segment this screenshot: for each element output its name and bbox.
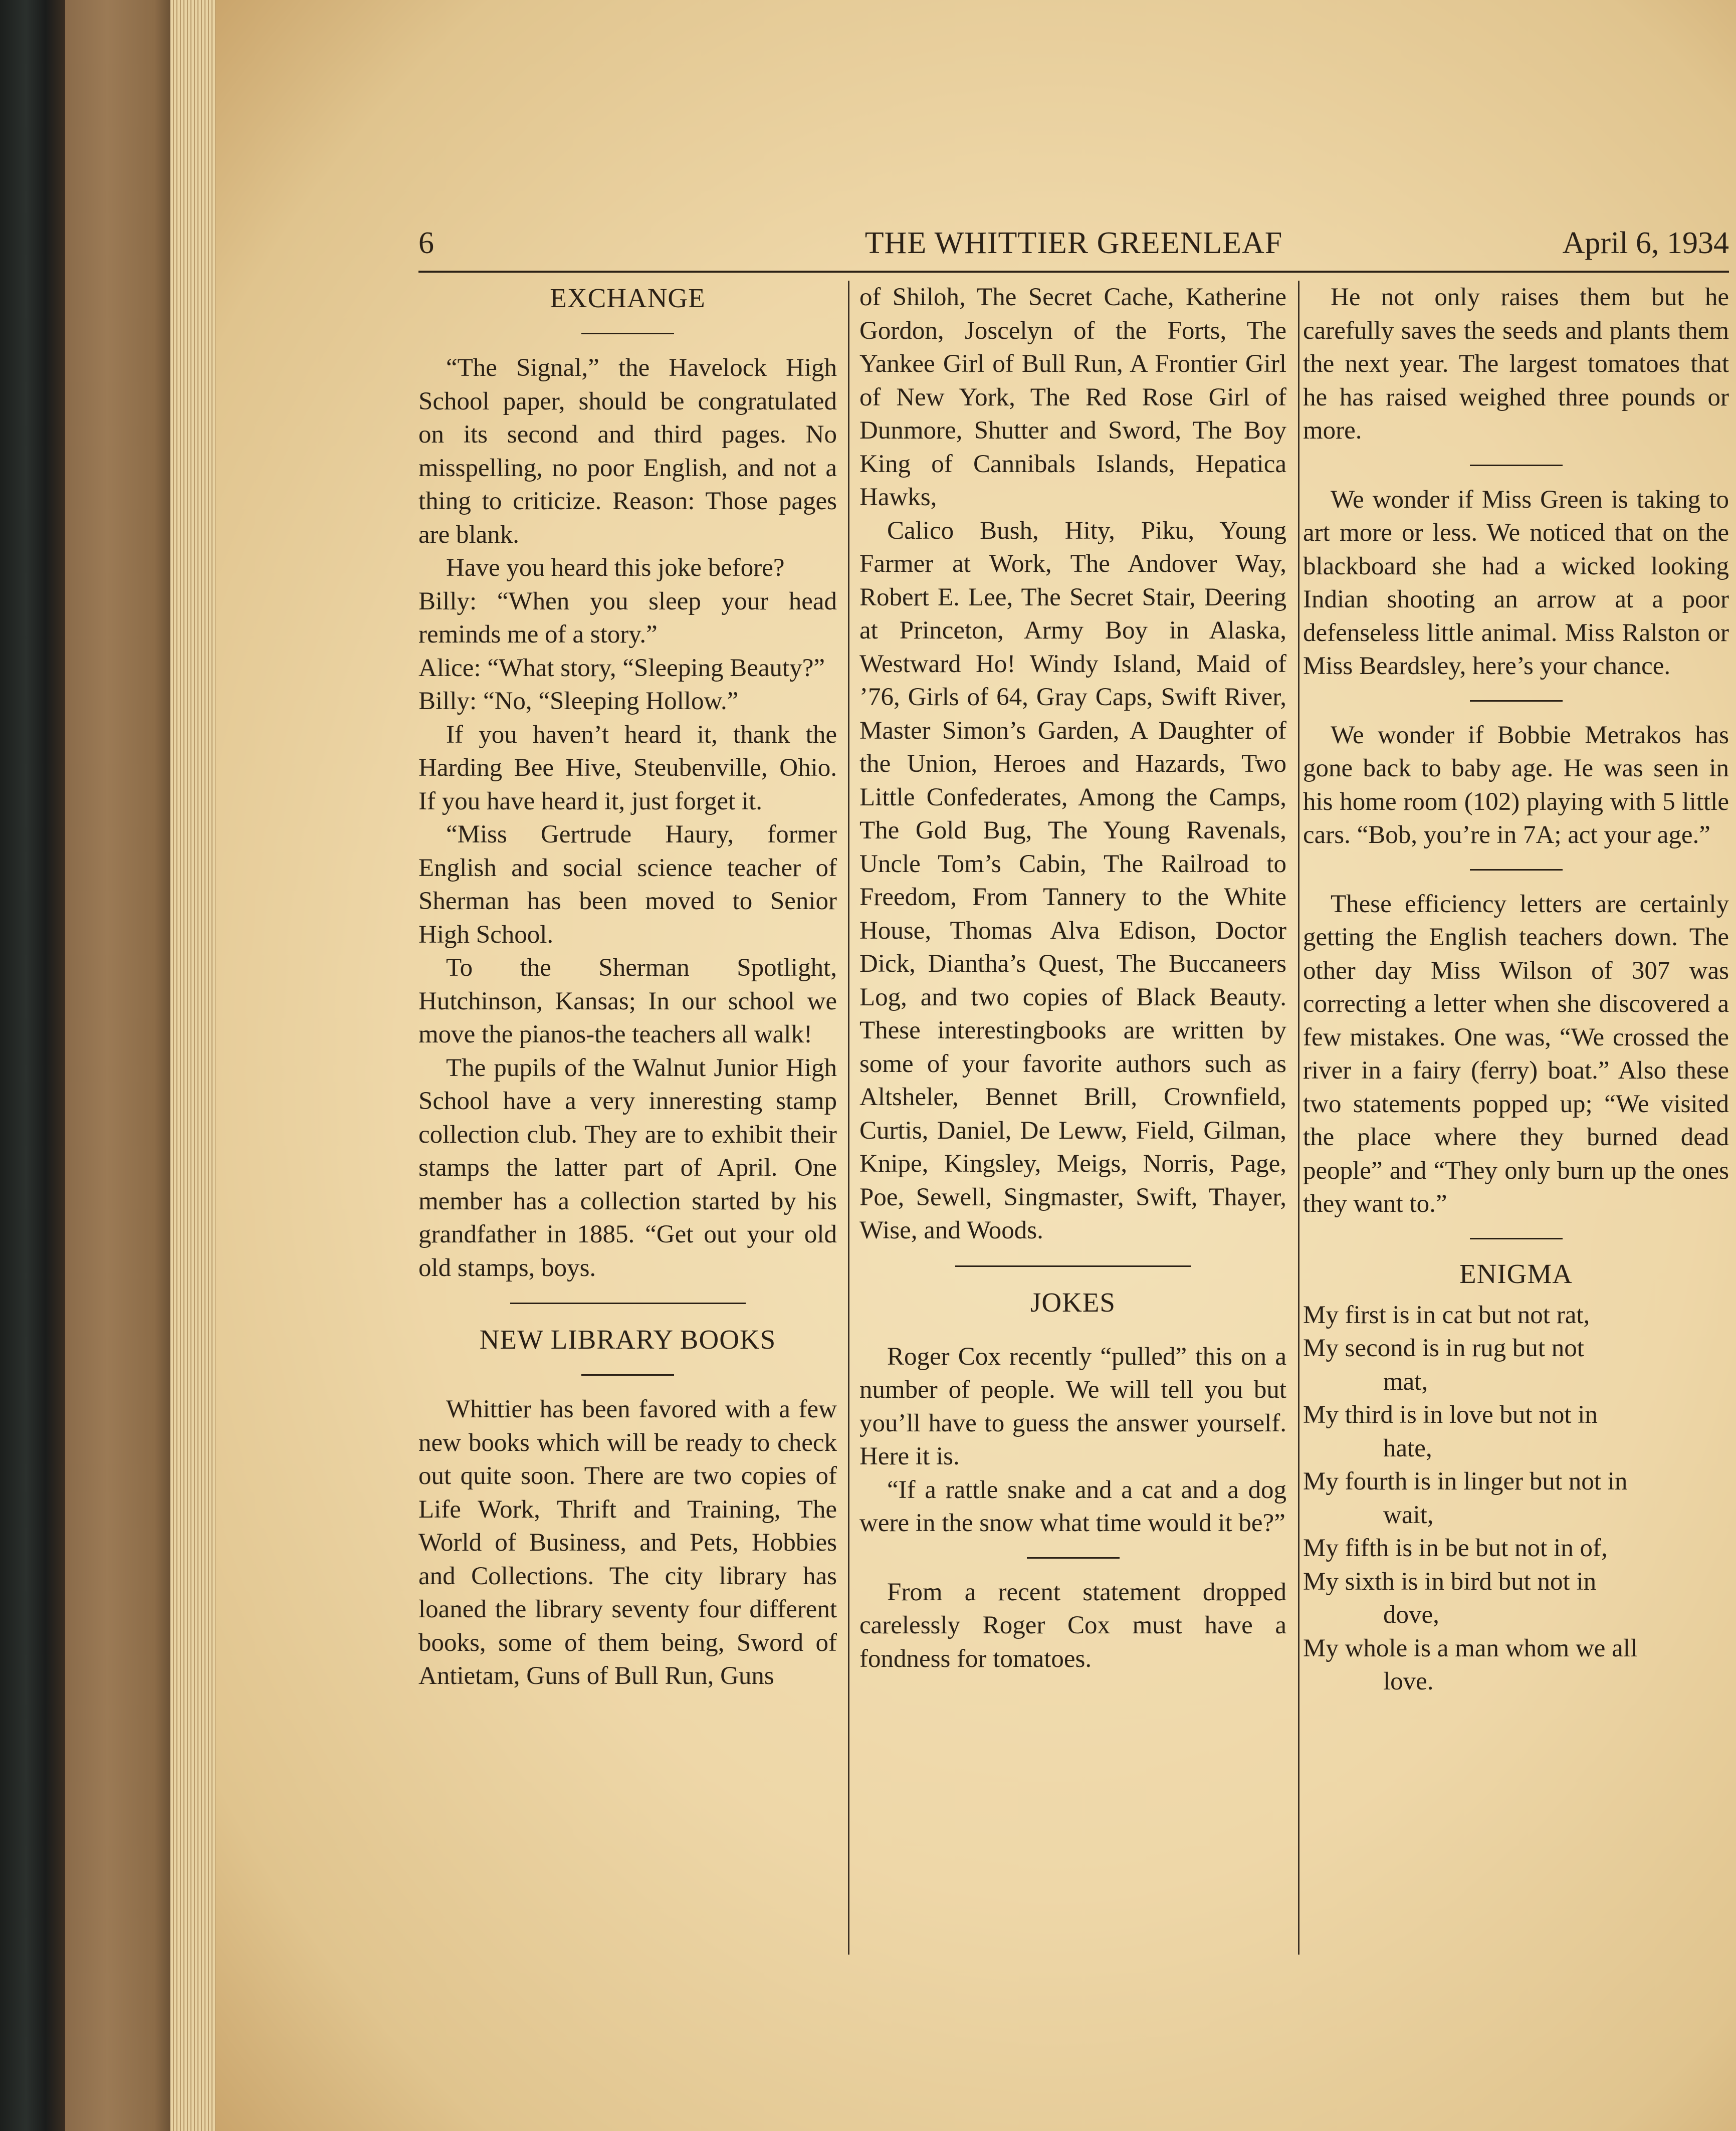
section-rule (1470, 700, 1563, 702)
column-1 (418, 281, 837, 1965)
jokes-heading: JOKES (1030, 1287, 1116, 1318)
section-rule (581, 333, 674, 334)
issue-date: April 6, 1934 (1562, 226, 1729, 260)
page-header (418, 218, 1729, 268)
enigma-poem (1303, 1299, 1729, 1698)
note-paragraph: We wonder if Bobbie Metrakos has gone back to baby age. He was seen in his home room (102) playing with 5 little cars. “Bob, you’re in 7A; act your age.” (1303, 721, 1729, 849)
poem-line: My first is in cat but not rat, (1303, 1301, 1590, 1329)
library-paragraph: of Shiloh, The Secret Cache, Katherine Gordon, Joscelyn of the Forts, The Yankee Girl of Bull Run, A Frontier Girl of New York, The Red Rose Girl of Dunmore, Shutter and Sword, The Boy King of Cannibals Islands, Hepatica Hawks, (859, 283, 1286, 511)
tomatoes-paragraph: He not only raises them but he carefully saves the seeds and plants them the next year. The largest tomatoes that he has raised weighed three pounds or more. (1303, 283, 1729, 445)
section-rule (510, 1303, 746, 1304)
exchange-paragraph: To the Sherman Spotlight, Hutchinson, Kansas; In our school we move the pianos-the teachers all walk! (418, 954, 837, 1048)
poem-line: My whole is a man whom we all (1303, 1634, 1638, 1662)
page-edges (170, 0, 215, 2131)
newspaper-page (215, 0, 1736, 2131)
jokes-paragraph: Roger Cox recently “pulled” this on a number of people. We will tell you but you’ll have to guess the answer yourself. Here it is. (859, 1342, 1286, 1470)
poem-line-continuation: love. (1383, 1667, 1434, 1695)
exchange-paragraph: “The Signal,” the Havelock High School paper, should be congratulated on its second and third pages. No misspelling, no poor English, and not a thing to criticize. Reason: Those pages are blank. (418, 354, 837, 549)
page-number: 6 (418, 226, 434, 260)
section-rule (1470, 869, 1563, 871)
exchange-heading: EXCHANGE (550, 283, 706, 313)
poem-line: My sixth is in bird but not in (1303, 1567, 1597, 1596)
note-paragraph: We wonder if Miss Green is taking to art more or less. We noticed that on the blackboard she had a wicked looking Indian shooting an arrow at a poor defenseless little animal. Miss Ralston or Miss Beardsley, here’s your chance. (1303, 485, 1729, 680)
library-heading: NEW LIBRARY BOOKS (479, 1324, 776, 1355)
poem-line-continuation: mat, (1383, 1367, 1428, 1396)
column-divider (1298, 281, 1299, 1955)
poem-line: My fourth is in linger but not in (1303, 1467, 1628, 1496)
library-paragraph: Whittier has been favored with a few new books which will be ready to check out quite soon. There are two copies of Life Work, Thrift and Training, The World of Business, and Pets, Hobbies and Collections. The city library has loaned the library seventy four different books, some of them being, Sword of Antietam, Guns of Bull Run, Guns (418, 1395, 837, 1690)
exchange-paragraph: Billy: “No, “Sleeping Hollow.” (418, 687, 739, 715)
note-paragraph: These efficiency letters are certainly getting the English teachers down. The other day Miss Wilson of 307 was correcting a letter when she discovered a few mistakes. One was, “We crossed the river in a fairy (ferry) boat.” Also these two statements popped up; “We visited the place where they burned dead people” and “They only burn up the ones they want to.” (1303, 890, 1729, 1218)
column-2 (859, 281, 1286, 1965)
section-rule (1470, 465, 1563, 466)
exchange-paragraph: Alice: “What story, “Sleeping Beauty?” (418, 654, 825, 682)
poem-line-continuation: dove, (1383, 1601, 1439, 1629)
section-rule (1470, 1238, 1563, 1239)
column-3 (1303, 281, 1729, 1965)
exchange-paragraph: If you haven’t heard it, thank the Harding Bee Hive, Steubenville, Ohio. If you have heard it, just forget it. (418, 720, 837, 815)
enigma-heading: ENIGMA (1459, 1258, 1573, 1289)
section-rule (581, 1374, 674, 1376)
exchange-paragraph: Billy: “When you sleep your head reminds me of a story.” (418, 587, 837, 649)
masthead-title: THE WHITTIER GREENLEAF (864, 226, 1283, 260)
book-cover-board (65, 0, 170, 2131)
exchange-paragraph: “Miss Gertrude Haury, former English and social science teacher of Sherman has been moved to Senior High School. (418, 820, 837, 949)
book-spine (0, 0, 65, 2131)
column-divider (848, 281, 849, 1955)
poem-line-continuation: hate, (1383, 1434, 1432, 1462)
header-rule (418, 271, 1729, 273)
library-paragraph: Calico Bush, Hity, Piku, Young Farmer at Work, The Andover Way, Robert E. Lee, The Secret Stair, Deering at Princeton, Army Boy in Alaska, Westward Ho! Windy Island, Maid of ’76, Girls of 64, Gray Caps, Swift River, Master Simon’s Garden, A Daughter of the Union, Heroes and Hazards, Two Little Confederates, Among the Camps, The Gold Bug, The Young Ravenals, Uncle Tom’s Cabin, The Railroad to Freedom, From Tannery to the White House, Thomas Alva Edison, Doctor Dick, Diantha’s Quest, The Buccaneers Log, and two copies of Black Beauty. These interestingbooks are written by some of your favorite authors such as Altsheler, Bennet Brill, Crownfield, Curtis, Daniel, De Leww, Field, Gilman, Knipe, Kingsley, Meigs, Norris, Page, Poe, Sewell, Singmaster, Swift, Thayer, Wise, and Woods. (859, 516, 1286, 1244)
exchange-paragraph: Have you heard this joke before? (446, 554, 785, 582)
section-rule (955, 1265, 1191, 1267)
poem-line: My second is in rug but not (1303, 1334, 1584, 1362)
section-rule (1027, 1557, 1120, 1559)
tomatoes-paragraph: From a recent statement dropped carelessly Roger Cox must have a fondness for tomatoes. (859, 1578, 1286, 1673)
jokes-paragraph: “If a rattle snake and a cat and a dog were in the snow what time would it be?” (859, 1475, 1286, 1537)
poem-line-continuation: wait, (1383, 1501, 1434, 1529)
poem-line: My third is in love but not in (1303, 1401, 1598, 1429)
exchange-paragraph: The pupils of the Walnut Junior High School have a very inneresting stamp collection club. They are to exhibit their stamps the latter part of April. One member has a collection started by his grandfather in 1885. “Get out your old old stamps, boys. (418, 1053, 837, 1282)
poem-line: My fifth is in be but not in of, (1303, 1534, 1608, 1562)
